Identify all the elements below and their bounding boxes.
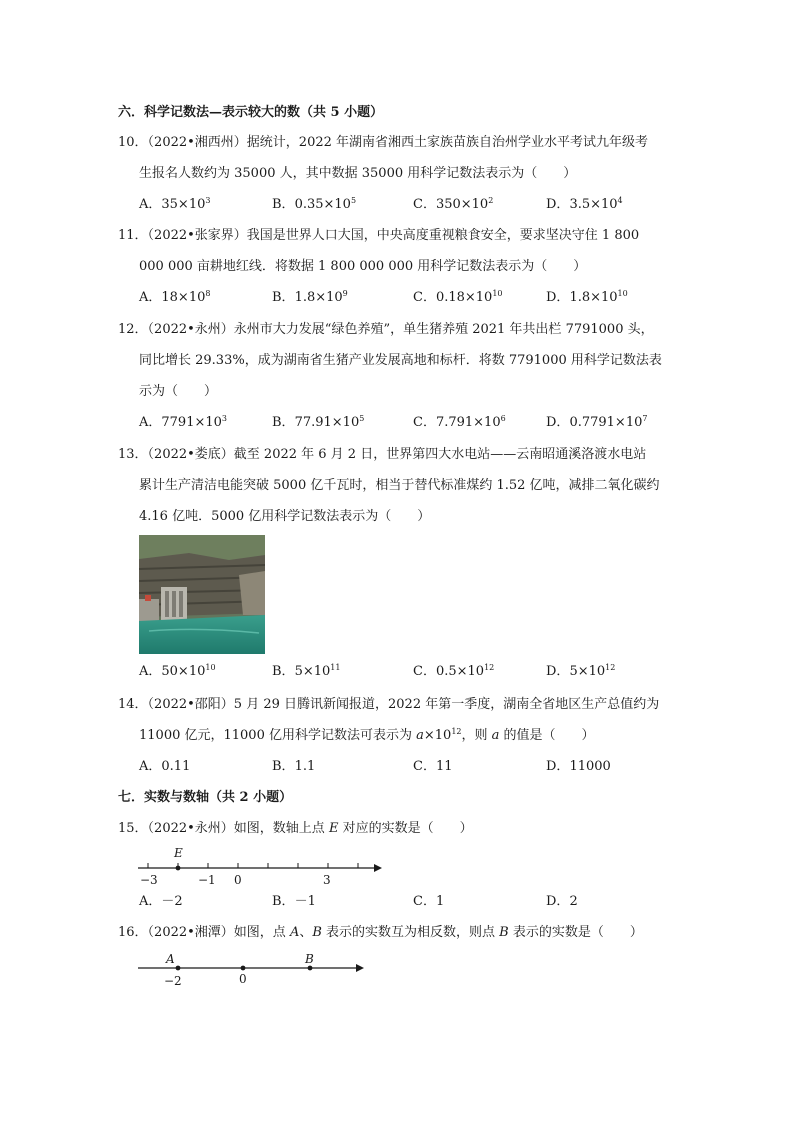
question-16-line-1: 16．（2022•湘潭）如图，点 A、B 表示的实数互为相反数，则点 B 表示的实数是（ ）	[118, 925, 643, 940]
option-a[interactable]: A．－2	[139, 894, 183, 909]
point-e	[176, 866, 181, 871]
option-a[interactable]: A．$35\times 10^3$	[139, 196, 211, 212]
section-title-real-numbers-number-line: 七．实数与数轴（共 2 小题）	[118, 790, 293, 805]
axis-arrow	[356, 964, 364, 972]
option-c[interactable]: C．11	[413, 759, 453, 774]
option-c[interactable]: C．$0.5\times 10^{12}$	[413, 663, 495, 679]
option-b[interactable]: B．$0.35\times 10^5$	[272, 196, 357, 212]
question-12-line-1: 12．（2022•永州）永州市大力发展“绿色养殖”，单生猪养殖 2021 年共出栏 7791000 头，	[118, 322, 654, 337]
tick-label-3: 3	[323, 873, 331, 887]
question-13-options	[0, 663, 794, 681]
tick-label-neg2: −2	[164, 974, 182, 988]
question-11-line-2: 000 000 亩耕地红线．将数据 1 800 000 000 用科学记数法表示为（ ）	[139, 259, 587, 274]
question-12-options	[0, 414, 794, 432]
option-c[interactable]: C．1	[413, 894, 445, 909]
question-13-line-3: 4.16 亿吨．5000 亿用科学记数法表示为（ ）	[139, 509, 431, 524]
option-c[interactable]: C．$0.18\times 10^{10}$	[413, 289, 503, 305]
point-b-label: B	[305, 952, 314, 966]
question-10-line-1: 10．（2022•湘西州）据统计，2022 年湖南省湘西土家族苗族自治州学业水平考试九年级考	[118, 135, 649, 150]
question-14-line-1: 14．（2022•邵阳）5 月 29 日腾讯新闻报道，2022 年第一季度，湖南全省地区生产总值约为	[118, 697, 660, 712]
option-b[interactable]: B．$5\times 10^{11}$	[272, 663, 341, 679]
point-e-label: E	[174, 846, 183, 860]
option-d[interactable]: D．$1.8\times 10^{10}$	[546, 289, 628, 305]
option-a[interactable]: A．$50\times 10^{10}$	[139, 663, 216, 679]
question-10-options	[0, 196, 794, 214]
question-15-line-1: 15．（2022•永州）如图，数轴上点 E 对应的实数是（ ）	[118, 821, 473, 836]
question-12-line-3: 示为（ ）	[139, 384, 218, 399]
option-d[interactable]: D．$0.7791\times 10^7$	[546, 414, 648, 430]
option-b[interactable]: B．1.1	[272, 759, 316, 774]
point-b	[308, 966, 313, 971]
question-11-line-1: 11．（2022•张家界）我国是世界人口大国，中央高度重视粮食安全，要求坚决守住 1 800	[118, 228, 640, 243]
tick-label-0: 0	[234, 873, 242, 887]
option-a[interactable]: A．$18\times 10^8$	[139, 289, 211, 305]
question-13-line-2: 累计生产清洁电能突破 5000 亿千瓦时，相当于替代标准煤约 1.52 亿吨，减排二氧化碳约	[139, 478, 660, 493]
option-c[interactable]: C．$350\times 10^2$	[413, 196, 494, 212]
option-c[interactable]: C．$7.791\times 10^6$	[413, 414, 506, 430]
option-b[interactable]: B．－1	[272, 894, 316, 909]
point-a	[176, 966, 181, 971]
option-d[interactable]: D．11000	[546, 759, 611, 774]
point-a-label: A	[166, 952, 175, 966]
number-line-q15	[130, 842, 390, 888]
option-a[interactable]: A．0.11	[139, 759, 191, 774]
question-11-options	[0, 289, 794, 307]
tick-label-neg3: −3	[140, 873, 158, 887]
option-a[interactable]: A．$7791\times 10^3$	[139, 414, 228, 430]
tick-label-neg1: −1	[198, 873, 216, 887]
question-12-line-2: 同比增长 29.33%，成为湖南省生猪产业发展高地和标杆．将数 7791000 用科学记数法表	[139, 353, 662, 368]
point-zero	[241, 966, 246, 971]
hydropower-station-photo	[139, 535, 265, 654]
option-b[interactable]: B．$1.8\times 10^9$	[272, 289, 348, 305]
question-13-line-1: 13．（2022•娄底）截至 2022 年 6 月 2 日，世界第四大水电站——云南昭通溪洛渡水电站	[118, 447, 647, 462]
question-14-options	[0, 758, 794, 776]
section-title-scientific-notation: 六．科学记数法—表示较大的数（共 5 小题）	[118, 105, 384, 120]
question-10-line-2: 生报名人数约为 35000 人，其中数据 35000 用科学记数法表示为（ ）	[139, 166, 577, 181]
number-line-q16	[130, 948, 370, 990]
option-d[interactable]: D．$5\times 10^{12}$	[546, 663, 616, 679]
option-d[interactable]: D．$3.5\times 10^4$	[546, 196, 623, 212]
question-15-options	[0, 893, 794, 911]
tick-label-0: 0	[239, 972, 247, 986]
option-b[interactable]: B．$77.91\times 10^5$	[272, 414, 365, 430]
option-d[interactable]: D．2	[546, 894, 578, 909]
axis-arrow	[374, 864, 382, 872]
question-14-line-2: 11000 亿元，11000 亿用科学记数法可表示为 $a\times 10^{12}$，则 a 的值是（ ）	[139, 727, 595, 743]
